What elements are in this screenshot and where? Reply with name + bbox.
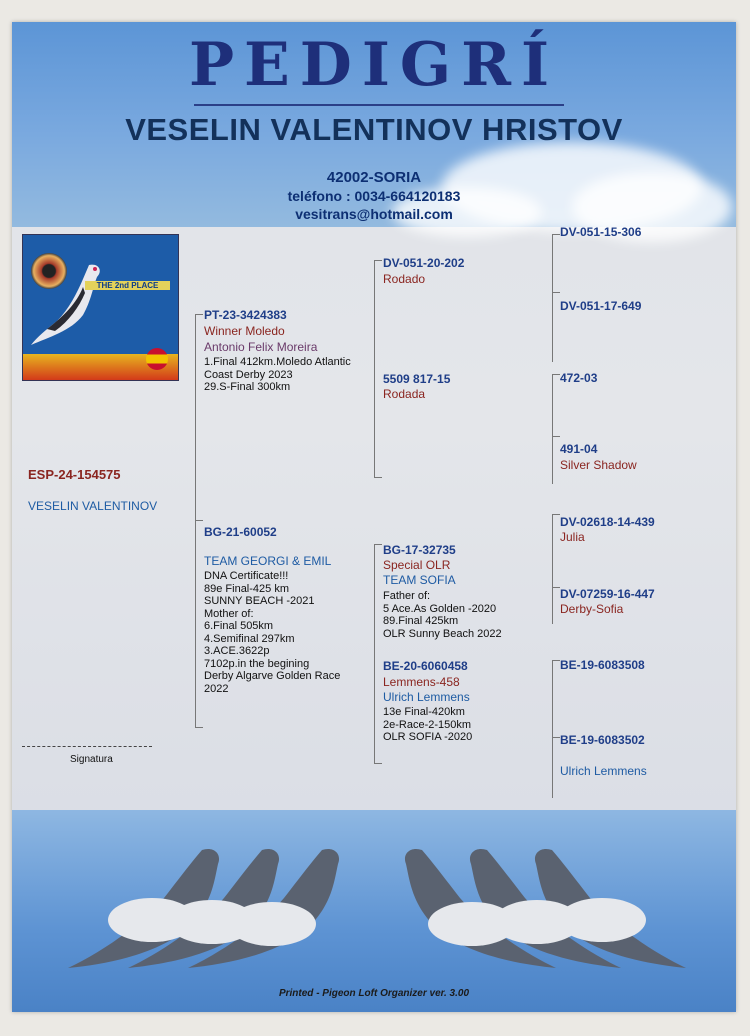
bracket-line: [374, 260, 382, 261]
dam-sire-info-line: OLR Sunny Beach 2022: [383, 627, 502, 640]
owner-city: 42002-SORIA: [326, 169, 422, 186]
sire-breeder: Antonio Felix Moreira: [204, 340, 318, 354]
dam-info-line: 3.ACE.3622p: [204, 645, 270, 657]
owner-phone: teléfono : 0034-664120183: [287, 188, 461, 204]
bracket-line: [374, 260, 375, 478]
dam-dam-info: [383, 706, 548, 744]
sire-dam-ring: 5509 817-15: [383, 372, 451, 386]
great-grandparent-breeder: Ulrich Lemmens: [560, 764, 647, 778]
dam-dam-info-line: 13e Final-420km: [383, 706, 465, 718]
bracket-line: [552, 436, 560, 437]
bracket-line: [195, 314, 196, 728]
bracket-line: [552, 234, 553, 362]
dam-info-line: 7102p.in the begining: [204, 657, 310, 670]
pigeons-illustration: [12, 810, 736, 1012]
bracket-line: [552, 234, 560, 235]
dam-info-line: 2022: [204, 682, 229, 695]
signature-line: [22, 746, 152, 747]
dam-sire-name: Special OLR: [383, 558, 451, 572]
bracket-line: [195, 520, 203, 521]
subject-ring: ESP-24-154575: [28, 467, 121, 482]
bracket-line: [195, 727, 203, 728]
pedigree-sheet: [12, 22, 736, 1012]
page-title: PEDIGRÍ: [188, 30, 560, 100]
dam-dam-name: Lemmens-458: [383, 675, 460, 689]
sire-info-line: 1.Final 412km.Moledo Atlantic: [204, 356, 351, 368]
great-grandparent-ring: DV-051-17-649: [560, 299, 642, 313]
sire-info: [204, 356, 369, 394]
bracket-line: [552, 587, 560, 588]
bracket-line: [552, 660, 553, 798]
sire-ring: PT-23-3424383: [204, 308, 287, 322]
dam-dam-info-line: 2e-Race-2-150km: [383, 718, 472, 731]
bracket-line: [552, 374, 560, 375]
great-grandparent-ring: 472-03: [560, 371, 598, 385]
bracket-line: [552, 737, 560, 738]
dam-info-line: 4.Semifinal 297km: [204, 632, 295, 645]
great-grandparent-ring: DV-051-15-306: [560, 225, 642, 239]
great-grandparent-ring: DV-02618-14-439: [560, 515, 655, 529]
bracket-line: [374, 763, 382, 764]
dam-sire-info-line: Father of:: [383, 590, 431, 602]
title-underline: [194, 104, 564, 106]
bracket-line: [195, 314, 203, 315]
bracket-line: [374, 544, 382, 545]
dam-ring: BG-21-60052: [204, 525, 277, 539]
dam-sire-breeder: TEAM SOFIA: [383, 573, 456, 587]
bracket-line: [552, 514, 560, 515]
owner-name: VESELIN VALENTINOV HRISTOV: [125, 112, 623, 147]
sire-sire-ring: DV-051-20-202: [383, 256, 465, 270]
dam-info-line: Mother of:: [204, 607, 254, 620]
bracket-line: [552, 292, 560, 293]
dam-dam-breeder: Ulrich Lemmens: [383, 690, 470, 704]
great-grandparent-name: Silver Shadow: [560, 458, 637, 472]
bracket-line: [374, 477, 382, 478]
bracket-line: [552, 514, 553, 624]
dam-sire-ring: BG-17-32735: [383, 543, 456, 557]
subject-name: VESELIN VALENTINOV: [28, 499, 158, 513]
dam-info-line: 89e Final-425 km: [204, 582, 289, 595]
signature-label: Signatura: [70, 754, 113, 765]
pigeon-photo: [22, 234, 179, 381]
award-badge: THE 2nd PLACE: [85, 281, 170, 290]
pigeon-image: [27, 257, 107, 357]
bracket-line: [552, 660, 560, 661]
sire-info-line: Coast Derby 2023: [204, 368, 293, 381]
great-grandparent-ring: BE-19-6083502: [560, 733, 645, 747]
award-text: [85, 281, 170, 293]
footer-banner: [12, 810, 736, 1012]
dam-info-line: 6.Final 505km: [204, 620, 274, 632]
bracket-line: [374, 544, 375, 764]
dam-sire-info: [383, 590, 548, 640]
bracket-line: [552, 374, 553, 484]
sire-name: Winner Moledo: [204, 324, 285, 338]
sire-info-line: 29.S-Final 300km: [204, 381, 291, 393]
printed-note: Printed - Pigeon Loft Organizer ver. 3.00: [278, 988, 470, 999]
header-banner: [12, 22, 736, 227]
sire-sire-name: Rodado: [383, 272, 426, 286]
great-grandparent-ring: BE-19-6083508: [560, 658, 645, 672]
great-grandparent-name: Derby-Sofia: [560, 602, 624, 616]
dam-info-line: DNA Certificate!!!: [204, 570, 289, 582]
great-grandparent-ring: DV-07259-16-447: [560, 587, 655, 601]
dam-info-line: SUNNY BEACH -2021: [204, 595, 315, 607]
dam-sire-info-line: 5 Ace.As Golden -2020: [383, 602, 497, 615]
dam-info-line: Derby Algarve Golden Race: [204, 670, 341, 682]
owner-email: vesitrans@hotmail.com: [295, 206, 453, 222]
dam-breeder: TEAM GEORGI & EMIL: [204, 554, 332, 568]
dam-info: [204, 570, 369, 695]
sire-dam-name: Rodada: [383, 387, 426, 401]
dam-dam-info-line: OLR SOFIA -2020: [383, 731, 473, 743]
great-grandparent-ring: 491-04: [560, 442, 598, 456]
dam-sire-info-line: 89.Final 425km: [383, 615, 459, 627]
spain-flag-icon: [146, 348, 168, 370]
dam-dam-ring: BE-20-6060458: [383, 659, 468, 673]
great-grandparent-name: Julia: [560, 530, 585, 544]
